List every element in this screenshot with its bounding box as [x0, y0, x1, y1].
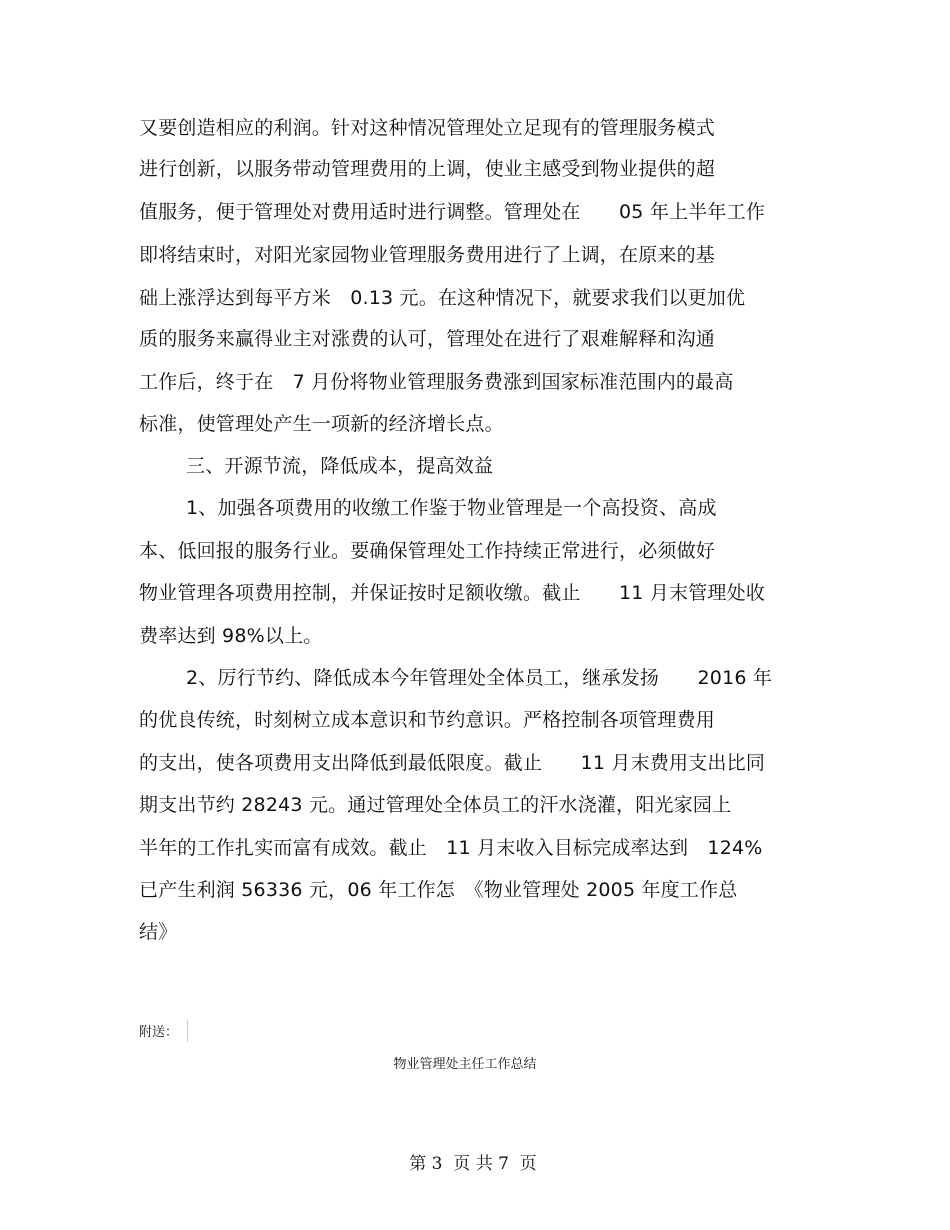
section-heading: 三、开源节流，降低成本，提高效益 — [186, 455, 494, 477]
body-line: 值服务，便于管理处对费用适时进行调整。管理处在 05 年上半年工作 — [139, 201, 766, 223]
paragraph-start-line: 1、加强各项费用的收缴工作鉴于物业管理是一个高投资、高成 — [186, 497, 717, 519]
attachment-label: 附送： — [139, 1025, 179, 1040]
body-line: 进行创新，以服务带动管理费用的上调，使业主感受到物业提供的超 — [139, 158, 716, 180]
body-line: 质的服务来赢得业主对涨费的认可，管理处在进行了艰难解释和沟通 — [139, 328, 716, 350]
body-line: 期支出节约 28243 元。通过管理处全体员工的汗水浇灌，阳光家园上 — [139, 794, 732, 816]
body-line: 础上涨浮达到每平方米 0.13 元。在这种情况下，就要求我们以更加优 — [139, 287, 746, 309]
attachment-title: 物业管理处主任工作总结 — [393, 1057, 537, 1072]
body-line: 已产生利润 56336 元，06 年工作怎 《物业管理处 2005 年度工作总 — [139, 879, 738, 901]
paragraph-start-line: 2、厉行节约、降低成本今年管理处全体员工，继承发扬 2016 年 — [186, 667, 773, 689]
body-line: 的支出，使各项费用支出降低到最低限度。截止 11 月末费用支出比同 — [139, 752, 766, 774]
body-line: 半年的工作扎实而富有成效。截止 11 月末收入目标完成率达到 124% — [139, 837, 763, 859]
body-line: 标准，使管理处产生一项新的经济增长点。 — [139, 413, 504, 435]
body-line: 物业管理各项费用控制，并保证按时足额收缴。截止 11 月末管理处收 — [139, 582, 766, 604]
body-line: 结》 — [139, 921, 178, 943]
body-line: 本、低回报的服务行业。要确保管理处工作持续正常进行，必须做好 — [139, 540, 716, 562]
body-line: 费率达到 98%以上。 — [139, 625, 323, 647]
body-line: 的优良传统，时刻树立成本意识和节约意识。严格控制各项管理费用 — [139, 709, 716, 731]
body-line: 即将结束时，对阳光家园物业管理服务费用进行了上调，在原来的基 — [139, 244, 716, 266]
divider — [187, 1020, 188, 1042]
page-number: 第 3 页 共 7 页 — [409, 1154, 537, 1174]
body-line: 工作后，终于在 7 月份将物业管理服务费涨到国家标准范围内的最高 — [139, 371, 734, 393]
body-line: 又要创造相应的利润。针对这种情况管理处立足现有的管理服务模式 — [139, 117, 716, 139]
